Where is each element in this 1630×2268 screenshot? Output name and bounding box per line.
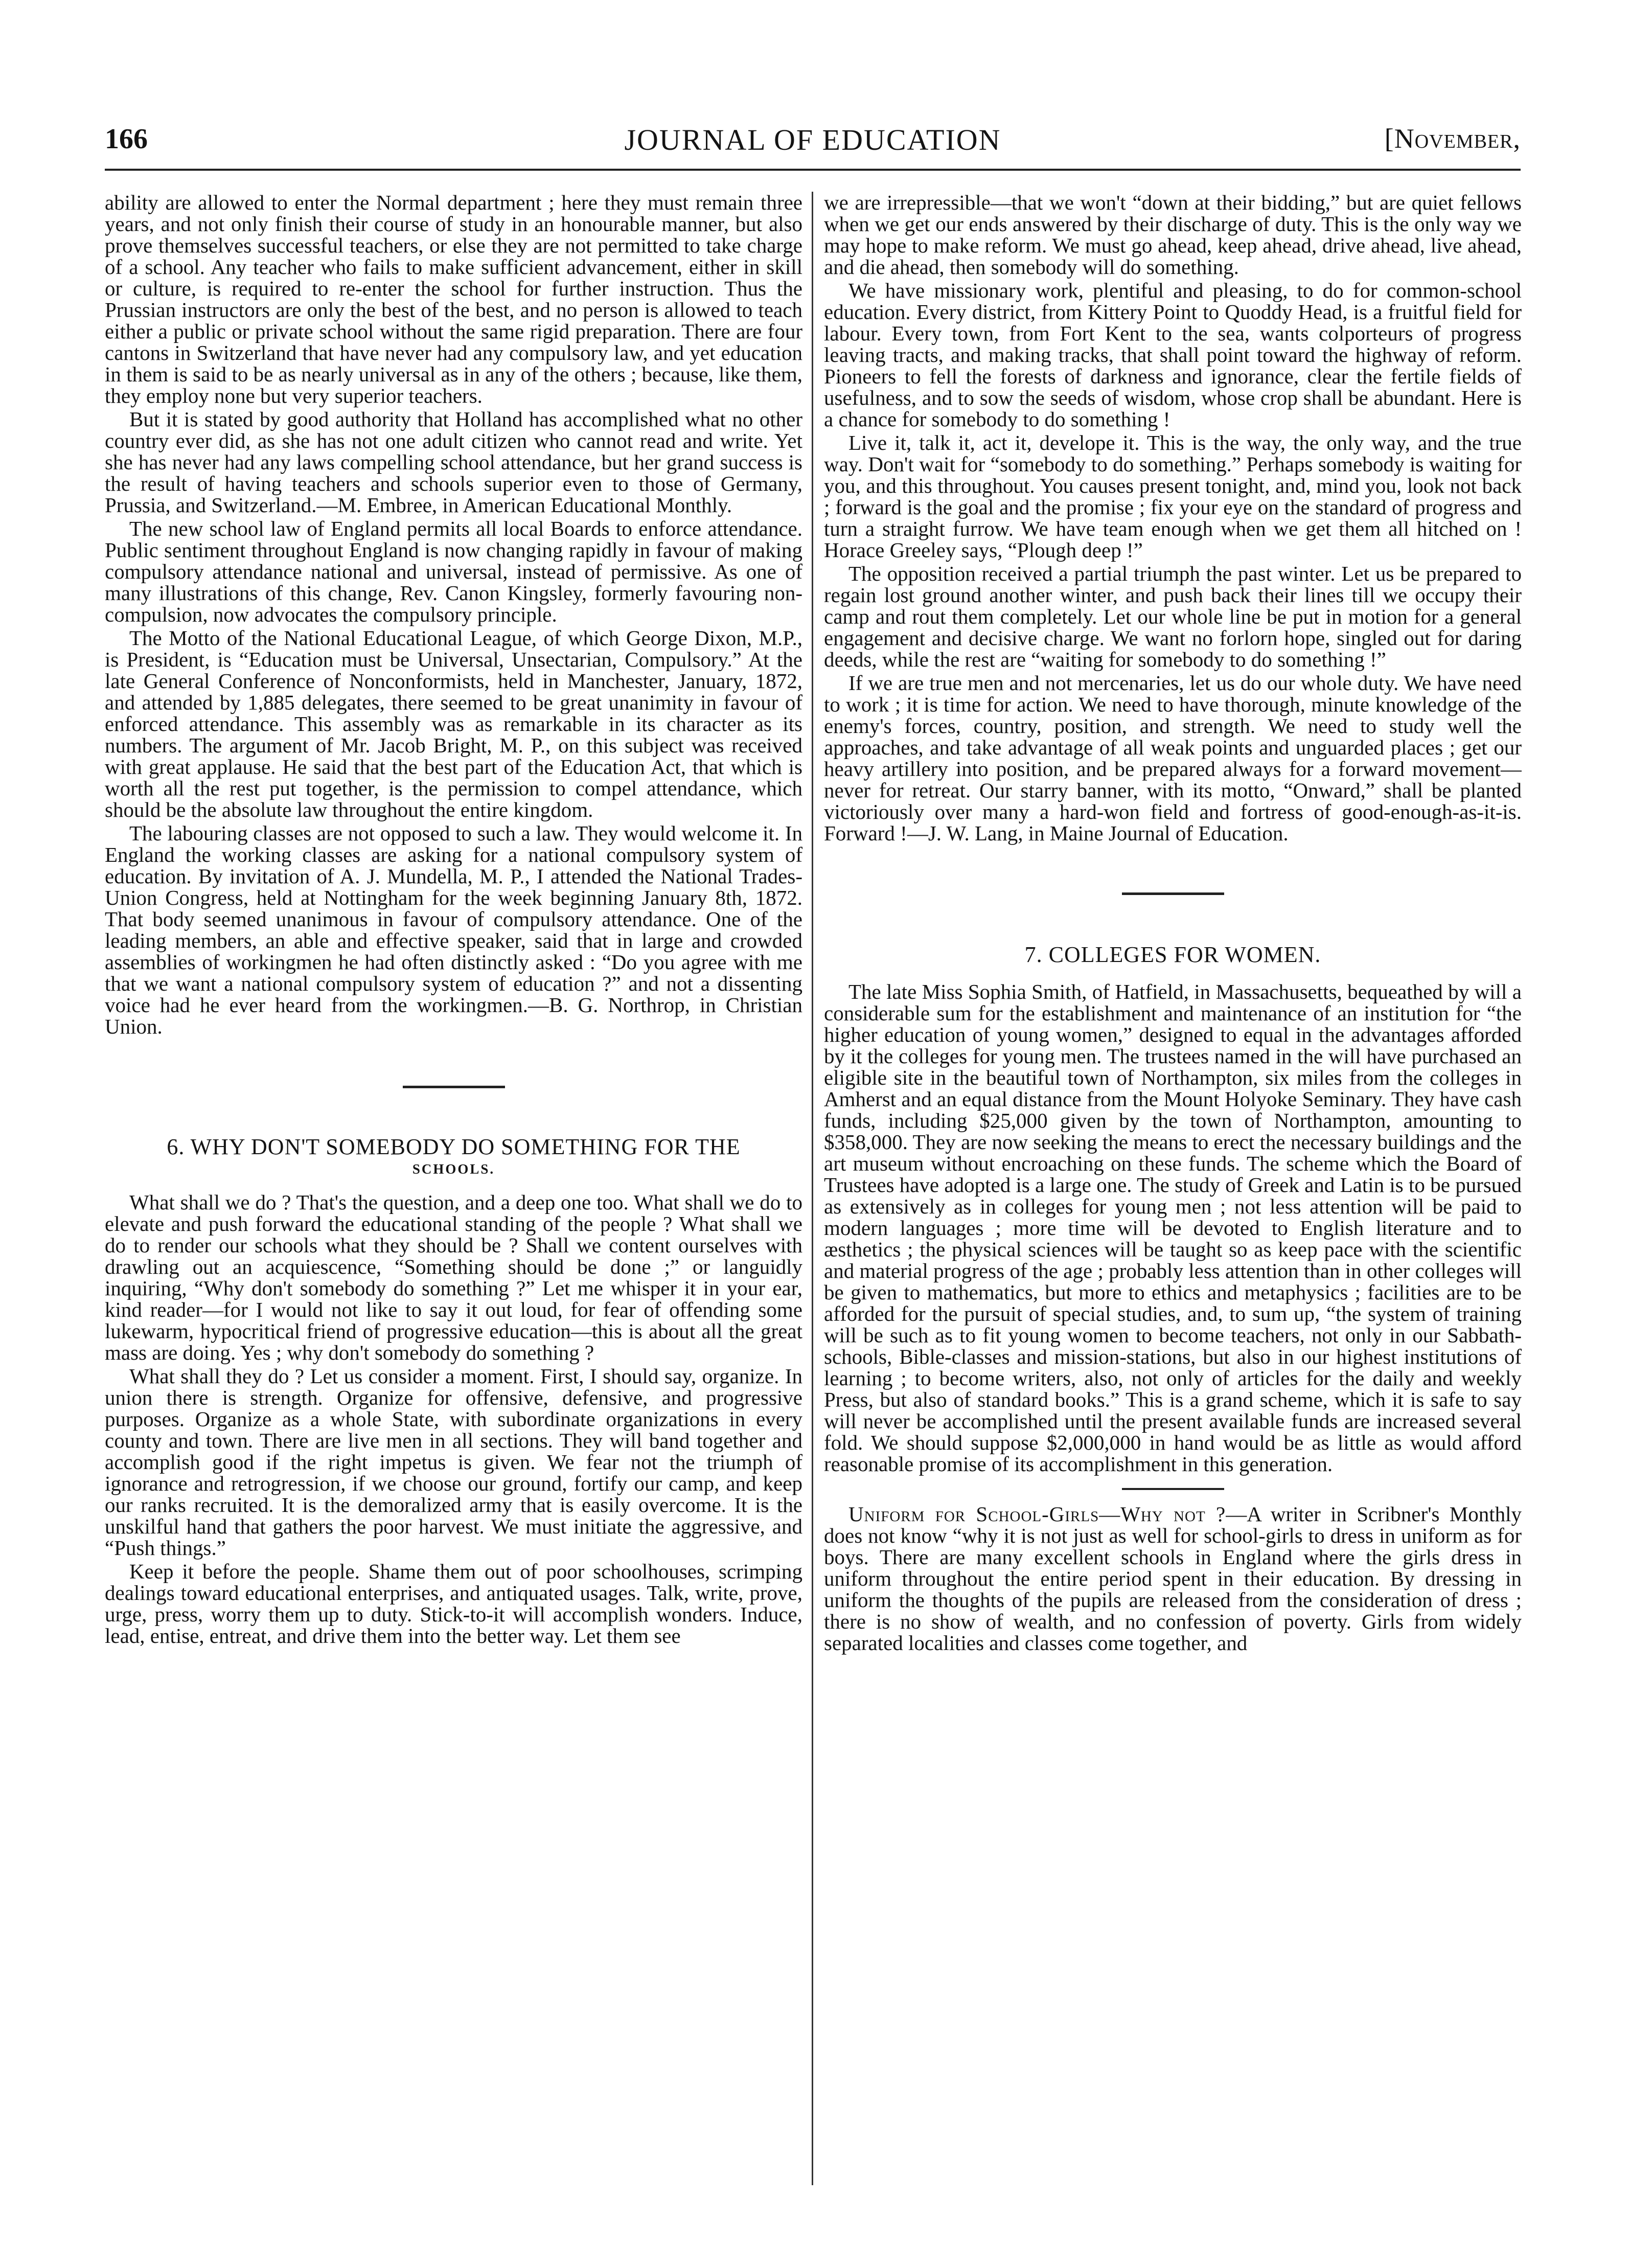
uniform-item-body: —A writer in Scribner's Monthly does not know “why it is not just as well for school-girls to dress in uniform as for boys. There are many excellent schools in England where the girls dress in uniform throughout the entire period spent in their education. By dressing in uniform the thoughts of the pupils are released from the consideration of dress ; there is no show of wealth, and no confession of poverty. Girls from widely separated localities and classes come together, and [824, 1502, 1522, 1655]
section-7-heading: 7. COLLEGES FOR WOMEN. [1024, 942, 1321, 967]
right-paragraph-2: We have missionary work, plentiful and pleasing, to do for common-school education. Every district, from Kittery Point to Quoddy Head, is a fruitful field for labour. Every town, from Fort Kent to the sea, wants colporteurs of progress leaving tracts, and making tracks, that shall point toward the highway of reform. Pioneers to fell the forests of darkness and ignorance, clear the fertile fields of usefulness, and to sow the seeds of wisdom, whose crop shall be abundant. Here is a chance for somebody to do something ! [824, 279, 1522, 431]
section-6-subheading: SCHOOLS. [412, 1161, 495, 1177]
left-paragraph-8: Keep it before the people. Shame them out of poor schoolhouses, scrimping dealings toward educational enterprises, and antiquated usages. Talk, write, prove, urge, press, worry them up to duty. Stick-to-it will accomplish wonders. Induce, lead, entise, entreat, and drive them into the better way. Let them see [105, 1560, 802, 1647]
left-paragraph-7: What shall they do ? Let us consider a moment. First, I should say, organize. In union there is strength. Organize for offensive, defensive, and progressive purposes. Organize as a whole State, with subordinate organizations in every county and town. There are live men in all sections. They will band together and accomplish good if the right impetus is given. We fear not the triumph of ignorance and retrogression, if we choose our ground, fortify our camp, and keep our ranks recruited. It is the demoralized army that is easily overcome. It is the unskilful hand that gathers the poor harvest. We must initiate the aggressive, and “Push things.” [105, 1364, 802, 1560]
running-header [105, 123, 1521, 169]
left-paragraph-5: The labouring classes are not opposed to such a law. They would welcome it. In England the working classes are asking for a national compulsory system of education. By invitation of A. J. Mundella, M. P., I attended the National Trades-Union Congress, held at Nottingham for the week beginning January 8th, 1872. That body seemed unanimous in favour of compulsory attendance. One of the leading members, an able and effective speaker, said that in large and crowded assemblies of workingmen he had often distinctly asked : “Do you agree with me that we want a national compulsory system of education ?” and not a dissenting voice had he ever heard from the workingmen.—B. G. Northrop, in Christian Union. [105, 821, 802, 1038]
right-column [824, 192, 1522, 2201]
header-rule [105, 169, 1521, 171]
section-separator-rule [1122, 892, 1224, 895]
right-paragraph-5: If we are true men and not mercenaries, let us do our whole duty. We have need to work ; it is time for action. We need to have thorough, minute knowledge of the enemy's forces, country, position, and strength. We need to study well the approaches, and take advantage of all weak points and unguarded places ; get our heavy artillery into position, and be prepared always for a forward movement—never for retreat. Our starry banner, with its motto, “Onward,” shall be planted victoriously over many a hard-won field and fortress of good-enough-as-it-is. Forward !—J. W. Lang, in Maine Journal of Education. [824, 671, 1522, 845]
uniform-item-lead: Uniform for School-Girls—Why not ? [848, 1502, 1226, 1526]
item-separator-rule [1122, 1488, 1224, 1490]
right-paragraph-4: The opposition received a partial triumph the past winter. Let us be prepared to regain lost ground another winter, and push back their lines till we occupy their camp and rout them completely. Let our whole line be put in motion for a general engagement and decisive charge. We want no forlorn hope, singled out for daring deeds, while the rest are “waiting for somebody to do something !” [824, 562, 1522, 671]
section-separator-rule [403, 1086, 505, 1088]
left-paragraph-2: But it is stated by good authority that Holland has accomplished what no other country ever did, as she has not one adult citizen who cannot read and write. Yet she has never had any laws compelling school attendance, but her grand success is the result of having teachers and schools superior even to those of Germany, Prussia, and Switzerland.—M. Embree, in American Educational Monthly. [105, 407, 802, 517]
right-paragraph-6: The late Miss Sophia Smith, of Hatfield, in Massachusetts, bequeathed by will a considerable sum for the establishment and maintenance of an institution for “the higher education of young women,” designed to equal in the advantages afforded by it the colleges for young men. The trustees named in the will have purchased an eligible site in the beautiful town of Northampton, six miles from the colleges in Amherst and an equal distance from the Mount Holyoke Seminary. They have cash funds, including $25,000 given by the town of Northampton, amounting to $358,000. They are now seeking the means to erect the necessary buildings and the art museum without encroaching on these funds. The scheme which the Board of Trustees have adopted is a large one. The study of Greek and Latin is to be pursued as extensively as in colleges for young men ; not less attention will be paid to modern languages ; more time will be devoted to English literature and to æsthetics ; the physical sciences will be taught so as keep pace with the scientific and material progress of the age ; probably less attention than in other colleges will be given to mathematics, but more to ethics and metaphysics ; facilities are to be afforded for the pursuit of special studies, and, to sum up, “the system of training will be such as to fit young women to become teachers, not only in our Sabbath-schools, Bible-classes and mission-stations, but also in our highest institutions of learning ; to become writers, also, not only of articles for the daily and weekly Press, but also of standard books.” This is a grand scheme, which it is safe to say will never be accomplished until the present available funds are increased several fold. We should suppose $2,000,000 in hand would be as little as would afford reasonable promise of its accomplishment in this generation. [824, 980, 1522, 1476]
right-paragraph-1: we are irrepressible—that we won't “down at their bidding,” but are quiet fellows when we get our ends answered by their discharge of duty. This is the only way we may hope to make reform. We must go ahead, keep ahead, drive ahead, live ahead, and die ahead, then somebody will do something. [824, 192, 1522, 279]
journal-title: JOURNAL OF EDUCATION [624, 123, 1001, 156]
page-number: 166 [105, 123, 148, 155]
right-paragraph-7 [824, 1503, 1522, 1654]
left-column [105, 192, 802, 2201]
left-paragraph-3: The new school law of England permits all local Boards to enforce attendance. Public sentiment throughout England is now changing rapidly in favour of making compulsory attendance national and universal, instead of permissive. As one of many illustrations of this change, Rev. Canon Kingsley, formerly favouring non-compulsion, now advocates the compulsory principle. [105, 517, 802, 626]
left-paragraph-1: ability are allowed to enter the Normal department ; here they must remain three years, and not only finish their course of study in an honourable manner, but also prove themselves successful teachers, or else they are not permitted to take charge of a school. Any teacher who fails to make sufficient advancement, either in skill or culture, is required to re-enter the school for further instruction. Thus the Prussian instructors are only the best of the best, and no person is allowed to teach either a public or private school without the same rigid preparation. There are four cantons in Switzerland that have never had any compulsory law, and yet education in them is said to be as nearly universal as in any of the others ; because, like them, they employ none but very superior teachers. [105, 192, 802, 407]
left-paragraph-4: The Motto of the National Educational League, of which George Dixon, M.P., is President, is “Education must be Universal, Unsectarian, Compulsory.” At the late General Conference of Nonconformists, held in Manchester, January, 1872, and attended by 1,885 delegates, there seemed to be great unanimity in favour of enforced attendance. This assembly was as remarkable in its character as its numbers. The argument of Mr. Jacob Bright, M. P., on this subject was received with great applause. He said that the best part of the Education Act, that which is worth all the rest put together, is the permission to compel attendance, which should be the absolute law throughout the entire kingdom. [105, 626, 802, 821]
section-6-heading: 6. WHY DON'T SOMEBODY DO SOMETHING FOR THE [167, 1134, 741, 1159]
right-paragraph-3: Live it, talk it, act it, develope it. This is the way, the only way, and the true way. Don't wait for “somebody to do something.” Perhaps somebody is waiting for you, and this throughout. You causes present tonight, and, mind you, look not back ; forward is the goal and the promise ; fix your eye on the standard of progress and turn a straight furrow. We have team enough when we get them all hitched on ! Horace Greeley says, “Plough deep !” [824, 431, 1522, 562]
left-paragraph-6: What shall we do ? That's the question, and a deep one too. What shall we do to elevate and push forward the educational standing of the people ? What shall we do to render our schools what they should be ? Shall we content ourselves with drawling out an acquiescence, “Something should be done ;” or languidly inquiring, “Why don't somebody do something ?” Let me whisper it in your ear, kind reader—for I would not like to say it out loud, for fear of offending some lukewarm, hypocritical friend of progressive education—this is about all the great mass are doing. Yes ; why don't somebody do something ? [105, 1190, 802, 1364]
column-divider [812, 192, 813, 2185]
issue-month: [November, [1384, 123, 1521, 154]
